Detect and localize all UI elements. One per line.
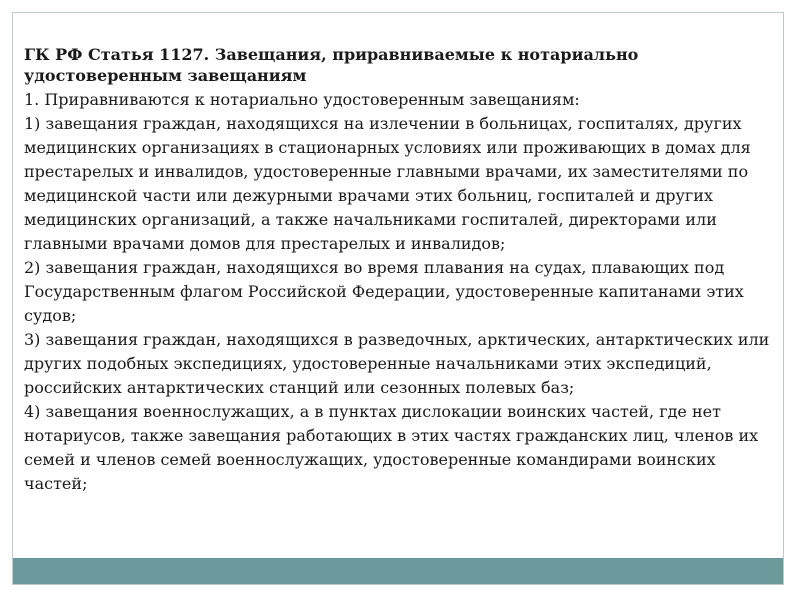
paragraph-item-1: 1) завещания граждан, находящихся на излечении в больницах, госпиталях, других медицинских организациях в стационарных условиях или проживающих в домах для престарелых и инвалидов, удостоверенные главными врачами, их заместителями по медицинской части или дежурными врачами этих больниц, госпиталей и других медицинских организаций, а также начальниками госпиталей, директорами или главными врачами домов для престарелых и инвалидов; [24,114,751,253]
paragraph-item-4: 4) завещания военнослужащих, а в пунктах дислокации воинских частей, где нет нотариусов, также завещания работающих в этих частях гражданских лиц, членов их семей и членов семей военнослужащих, удостоверенные командирами воинских частей; [24,402,759,493]
document-body [24,44,779,496]
paragraph-item-2: 2) завещания граждан, находящихся во время плавания на судах, плавающих под Государственным флагом Российской Федерации, удостоверенные капитанами этих судов; [24,258,744,325]
paragraph-intro: 1. Приравниваются к нотариально удостоверенным завещаниям: [24,90,580,109]
paragraph-item-3: 3) завещания граждан, находящихся в разведочных, арктических, антарктических или других подобных экспедициях, удостоверенные начальниками этих экспедиций, российских антарктических станций или сезонных полевых баз; [24,330,770,397]
footer-band [13,558,783,584]
document-title: ГК РФ Статья 1127. Завещания, приравниваемые к нотариально удостоверенным завещаниям [24,45,639,85]
